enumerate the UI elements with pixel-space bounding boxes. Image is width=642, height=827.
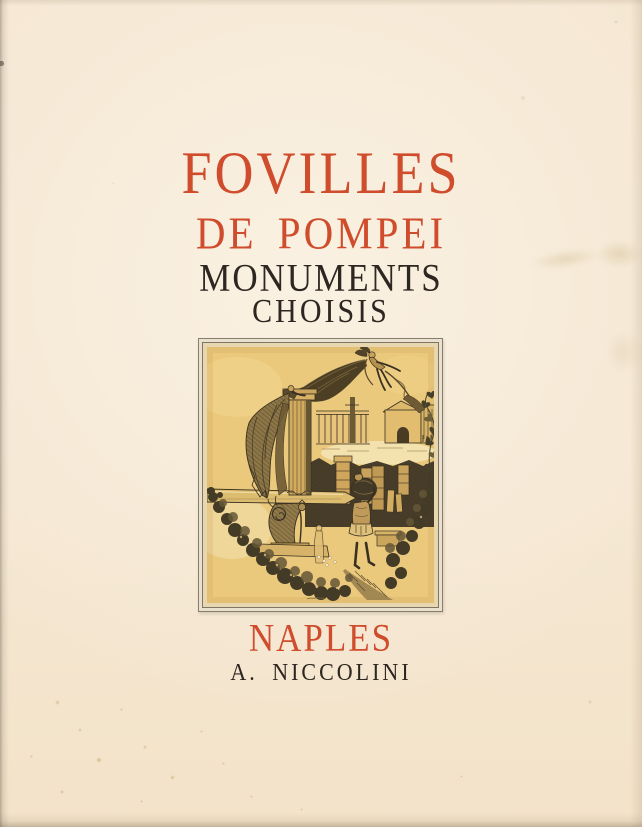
foxing-spot — [222, 762, 225, 765]
foxing-spot — [30, 755, 33, 758]
foxing-spot — [614, 20, 618, 24]
foxing-spot — [170, 775, 175, 780]
foxing-spot — [143, 745, 147, 749]
foxing-spot — [300, 808, 303, 811]
foxing-spot — [55, 700, 60, 705]
foxing-spot — [200, 730, 203, 733]
title-line-sub: DE POMPEI — [195, 207, 447, 259]
foxing-spot — [78, 728, 82, 732]
edge-speck — [0, 61, 4, 66]
foxing-spot — [588, 700, 592, 704]
foxing-spot — [96, 757, 102, 763]
foxing-spot — [250, 795, 253, 798]
foxing-spot — [460, 775, 463, 778]
title-line-series-1: MONUMENTS — [199, 255, 443, 300]
foxing-spot — [60, 790, 64, 794]
title-line-main: FOVILLES — [181, 139, 461, 207]
stain — [604, 330, 642, 374]
title-line-series-2: CHOISIS — [252, 292, 390, 330]
foxing-spot — [520, 95, 526, 101]
foxing-spot — [140, 800, 143, 803]
vignette-frame — [198, 338, 443, 612]
foxing-spot — [120, 708, 123, 711]
imprint-city: NAPLES — [248, 615, 394, 660]
vignette-illustration — [207, 347, 434, 603]
imprint-publisher: A. NICCOLINI — [230, 657, 412, 686]
vignette-inner-frame — [202, 342, 439, 608]
